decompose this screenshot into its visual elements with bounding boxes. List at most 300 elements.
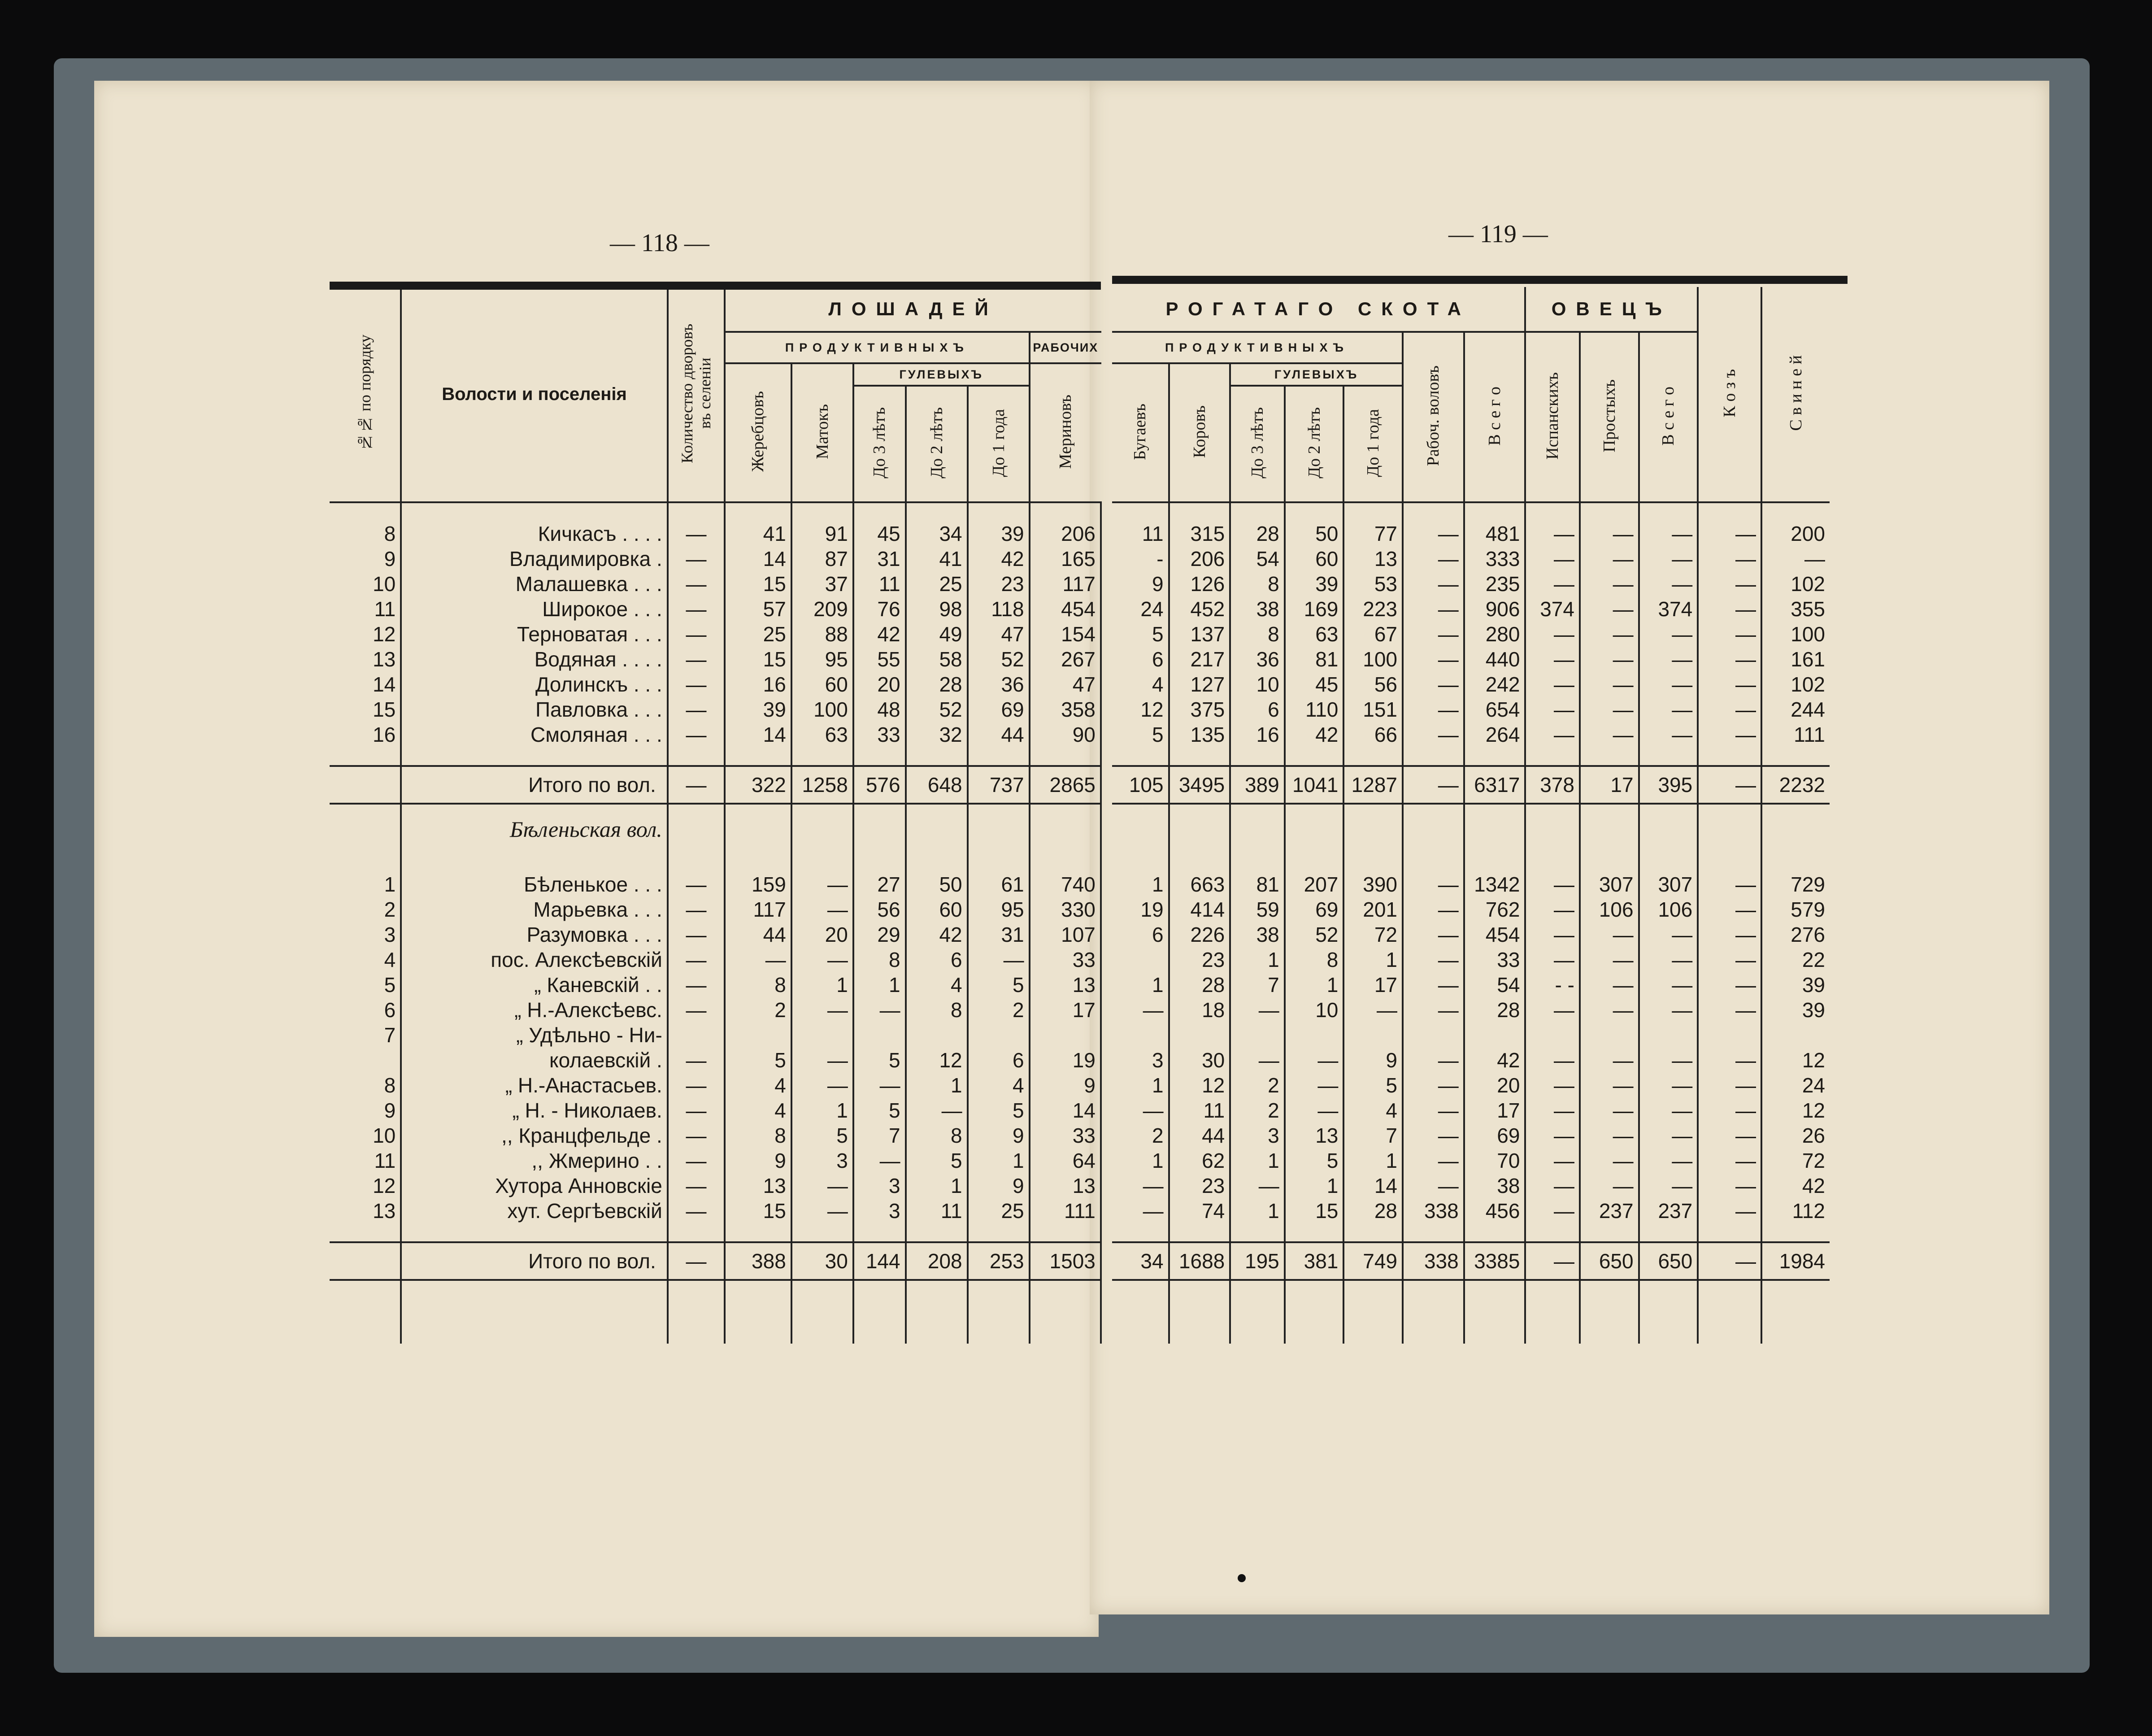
cell-d: 60 bbox=[1285, 546, 1344, 571]
cell-a: 4 bbox=[1152, 673, 1164, 696]
cell-a: 19 bbox=[1140, 898, 1164, 921]
row-value-c3: 5 bbox=[853, 1048, 906, 1073]
row-households: — bbox=[668, 596, 725, 622]
row-value-c6: 64 bbox=[1030, 1148, 1101, 1173]
row-value-c6: 165 bbox=[1030, 546, 1101, 571]
cell-j: — bbox=[1639, 546, 1698, 571]
cell-a: 1 bbox=[1152, 973, 1164, 996]
row-value-c4: 1 bbox=[906, 1173, 968, 1198]
row-name: Владимировка . bbox=[401, 546, 668, 571]
cell-i: — bbox=[1580, 622, 1639, 647]
cell-k: — bbox=[1698, 521, 1761, 546]
row-value-c1: 8 bbox=[725, 1123, 791, 1148]
table-row bbox=[1112, 722, 1830, 747]
row-name: ,, Кранцфельде . bbox=[401, 1123, 668, 1148]
row-households: — bbox=[668, 1198, 725, 1223]
cell-d: 10 bbox=[1285, 997, 1344, 1022]
cell-e bbox=[1343, 1022, 1403, 1048]
row-value-c3: 29 bbox=[853, 922, 906, 947]
cell-f: — bbox=[1403, 697, 1464, 722]
cell-a: 6 bbox=[1152, 923, 1164, 946]
row-name: „ Каневскій . . bbox=[401, 972, 668, 997]
header-productive-cattle: ПРОДУКТИВНЫХЪ bbox=[1165, 340, 1349, 354]
row-value-c2: 1 bbox=[791, 972, 853, 997]
cell-g: 242 bbox=[1464, 672, 1526, 697]
table-row bbox=[1112, 1173, 1830, 1198]
row-number: 8 bbox=[384, 1074, 396, 1097]
cell-a: — bbox=[1143, 1099, 1164, 1122]
cell-d: — bbox=[1285, 1048, 1344, 1073]
cell-l: 39 bbox=[1761, 972, 1830, 997]
table-row bbox=[1112, 922, 1830, 947]
cell-f: — bbox=[1403, 546, 1464, 571]
row-name: пос. Алексѣевскій bbox=[401, 947, 668, 972]
cell-k: — bbox=[1698, 622, 1761, 647]
cell-j: 374 bbox=[1639, 596, 1698, 622]
row-name: Широкое . . . bbox=[401, 596, 668, 622]
cell-k: — bbox=[1698, 1148, 1761, 1173]
cell-d: 13 bbox=[1285, 1123, 1344, 1148]
header-simple: Простыхъ bbox=[1600, 379, 1619, 452]
table-row bbox=[1112, 647, 1830, 672]
row-households: — bbox=[668, 546, 725, 571]
cell-a: 6 bbox=[1152, 648, 1164, 671]
row-number: 3 bbox=[384, 923, 396, 946]
row-value-c1: 57 bbox=[725, 596, 791, 622]
header-horses: ЛОШАДЕЙ bbox=[828, 298, 998, 319]
header-to2: До 2 лѣтъ bbox=[927, 407, 946, 479]
table-row bbox=[330, 722, 1101, 747]
cell-g: 42 bbox=[1464, 1048, 1526, 1073]
row-value-c3: 8 bbox=[853, 947, 906, 972]
cell-i: — bbox=[1580, 1123, 1639, 1148]
cell-k: — bbox=[1698, 647, 1761, 672]
cell-h: — bbox=[1525, 1242, 1580, 1280]
cell-h: 378 bbox=[1525, 766, 1580, 804]
cell-a: 5 bbox=[1152, 622, 1164, 646]
row-value-c5: 95 bbox=[968, 897, 1030, 922]
total-value-c6: 1503 bbox=[1030, 1242, 1101, 1280]
cell-e: 100 bbox=[1343, 647, 1403, 672]
row-number bbox=[330, 1048, 401, 1073]
cell-j: — bbox=[1639, 922, 1698, 947]
row-value-c2: — bbox=[791, 1073, 853, 1098]
row-value-c5: 36 bbox=[968, 672, 1030, 697]
table-row bbox=[330, 897, 1101, 922]
row-value-c5: 9 bbox=[968, 1123, 1030, 1148]
row-value-c3: 7 bbox=[853, 1123, 906, 1148]
cell-h: — bbox=[1525, 1198, 1580, 1223]
row-value-c6: 33 bbox=[1030, 1123, 1101, 1148]
row-number: 12 bbox=[373, 622, 396, 646]
cell-f: — bbox=[1403, 1073, 1464, 1098]
row-value-c4: 25 bbox=[906, 571, 968, 596]
cell-d: 69 bbox=[1285, 897, 1344, 922]
cell-g bbox=[1464, 1022, 1526, 1048]
cell-a: 2 bbox=[1152, 1124, 1164, 1147]
table-row bbox=[330, 972, 1101, 997]
cell-i: — bbox=[1580, 697, 1639, 722]
cell-a: 12 bbox=[1140, 698, 1164, 721]
row-value-c4: 11 bbox=[906, 1198, 968, 1223]
row-value-c4: 12 bbox=[906, 1048, 968, 1073]
row-value-c3: — bbox=[853, 997, 906, 1022]
cell-c: 38 bbox=[1230, 596, 1285, 622]
table-row bbox=[1112, 622, 1830, 647]
cell-h: — bbox=[1525, 922, 1580, 947]
row-households: — bbox=[668, 571, 725, 596]
total-value-c2: 1258 bbox=[791, 766, 853, 804]
row-name: „ Н.-Алексѣевс. bbox=[401, 997, 668, 1022]
row-number: 1 bbox=[384, 873, 396, 896]
row-value-c4: 5 bbox=[906, 1148, 968, 1173]
row-value-c4: 98 bbox=[906, 596, 968, 622]
row-value-c6: 117 bbox=[1030, 571, 1101, 596]
cell-i: — bbox=[1580, 521, 1639, 546]
cell-b: 28 bbox=[1169, 972, 1230, 997]
row-name: Кичкасъ . . . . bbox=[401, 521, 668, 546]
row-value-c4: 4 bbox=[906, 972, 968, 997]
cell-i: — bbox=[1580, 546, 1639, 571]
cell-f: 338 bbox=[1403, 1242, 1464, 1280]
cell-e: 4 bbox=[1343, 1098, 1403, 1123]
cell-c: — bbox=[1230, 997, 1285, 1022]
cell-f: — bbox=[1403, 571, 1464, 596]
cell-l: 112 bbox=[1761, 1198, 1830, 1223]
row-value-c4: 60 bbox=[906, 897, 968, 922]
cell-h: — bbox=[1525, 1148, 1580, 1173]
cell-g: 6317 bbox=[1464, 766, 1526, 804]
cell-d: 39 bbox=[1285, 571, 1344, 596]
row-value-c2: 37 bbox=[791, 571, 853, 596]
header-gulevykh: ГУЛЕВЫХЪ bbox=[899, 367, 983, 381]
row-value-c6: 154 bbox=[1030, 622, 1101, 647]
cell-k: — bbox=[1698, 546, 1761, 571]
row-number: 2 bbox=[384, 898, 396, 921]
row-value-c3: — bbox=[853, 1073, 906, 1098]
row-value-c4: 52 bbox=[906, 697, 968, 722]
row-name: Малашевка . . . bbox=[401, 571, 668, 596]
cell-i: — bbox=[1580, 997, 1639, 1022]
row-value-c3: 45 bbox=[853, 521, 906, 546]
spacer-row bbox=[1112, 1280, 1830, 1344]
spacer-row bbox=[330, 1223, 1101, 1242]
row-value-c1: 15 bbox=[725, 1198, 791, 1223]
cell-c: 6 bbox=[1230, 697, 1285, 722]
row-value-c2: — bbox=[791, 947, 853, 972]
cell-c: 36 bbox=[1230, 647, 1285, 672]
cell-k: — bbox=[1698, 947, 1761, 972]
cell-b: 62 bbox=[1169, 1148, 1230, 1173]
cell-i: — bbox=[1580, 647, 1639, 672]
cell-d: 63 bbox=[1285, 622, 1344, 647]
cell-c: 1 bbox=[1230, 1148, 1285, 1173]
row-value-c5: 25 bbox=[968, 1198, 1030, 1223]
cell-c: 8 bbox=[1230, 622, 1285, 647]
row-value-c1: 8 bbox=[725, 972, 791, 997]
cell-i: 307 bbox=[1580, 872, 1639, 897]
cell-a: — bbox=[1143, 1174, 1164, 1197]
cell-c: 38 bbox=[1230, 922, 1285, 947]
cell-b: 663 bbox=[1169, 872, 1230, 897]
cell-g: 280 bbox=[1464, 622, 1526, 647]
row-value-c1: 117 bbox=[725, 897, 791, 922]
row-value-c5: — bbox=[968, 947, 1030, 972]
cell-i: — bbox=[1580, 672, 1639, 697]
cell-f: — bbox=[1403, 1098, 1464, 1123]
row-value-c2: 100 bbox=[791, 697, 853, 722]
cell-c: 3 bbox=[1230, 1123, 1285, 1148]
spacer-row bbox=[1112, 747, 1830, 766]
cell-l: 2232 bbox=[1761, 766, 1830, 804]
cell-c: 1 bbox=[1230, 1198, 1285, 1223]
cell-g: 20 bbox=[1464, 1073, 1526, 1098]
cell-f: — bbox=[1403, 1148, 1464, 1173]
cell-l: 102 bbox=[1761, 672, 1830, 697]
cell-g: 33 bbox=[1464, 947, 1526, 972]
row-value-c3: 20 bbox=[853, 672, 906, 697]
row-number: 13 bbox=[373, 1199, 396, 1223]
cell-j: — bbox=[1639, 672, 1698, 697]
table-row bbox=[330, 1073, 1101, 1098]
row-value-c3: 1 bbox=[853, 972, 906, 997]
row-households: — bbox=[668, 947, 725, 972]
cell-e: 28 bbox=[1343, 1198, 1403, 1223]
header-goats: К о з ъ bbox=[1720, 369, 1739, 418]
row-value-c1: 25 bbox=[725, 622, 791, 647]
row-value-c6: 330 bbox=[1030, 897, 1101, 922]
cell-k: — bbox=[1698, 997, 1761, 1022]
cell-a: - bbox=[1156, 547, 1164, 570]
cell-e: 72 bbox=[1343, 922, 1403, 947]
row-value-c6: 19 bbox=[1030, 1048, 1101, 1073]
cell-b: 74 bbox=[1169, 1198, 1230, 1223]
cell-i: — bbox=[1580, 571, 1639, 596]
table-row bbox=[330, 647, 1101, 672]
cell-i: — bbox=[1580, 1073, 1639, 1098]
cell-b: 23 bbox=[1169, 947, 1230, 972]
cell-e: 13 bbox=[1343, 546, 1403, 571]
cell-b: 30 bbox=[1169, 1048, 1230, 1073]
cell-j: 307 bbox=[1639, 872, 1698, 897]
cell-c: 16 bbox=[1230, 722, 1285, 747]
table-row bbox=[1112, 1098, 1830, 1123]
cell-f: — bbox=[1403, 922, 1464, 947]
cell-l bbox=[1761, 1022, 1830, 1048]
row-name: Бѣленькое . . . bbox=[401, 872, 668, 897]
row-value-c1: 13 bbox=[725, 1173, 791, 1198]
cell-i bbox=[1580, 1022, 1639, 1048]
row-value-c6: 33 bbox=[1030, 947, 1101, 972]
row-value-c2: 87 bbox=[791, 546, 853, 571]
cell-c: 195 bbox=[1230, 1242, 1285, 1280]
cell-l: 12 bbox=[1761, 1048, 1830, 1073]
row-value-c1: 39 bbox=[725, 697, 791, 722]
cell-h: — bbox=[1525, 697, 1580, 722]
row-value-c4: 6 bbox=[906, 947, 968, 972]
cell-c: 54 bbox=[1230, 546, 1285, 571]
row-value-c5: 2 bbox=[968, 997, 1030, 1022]
cell-d: 50 bbox=[1285, 521, 1344, 546]
table-row bbox=[330, 596, 1101, 622]
cell-g: 38 bbox=[1464, 1173, 1526, 1198]
cell-g: 454 bbox=[1464, 922, 1526, 947]
row-value-c2 bbox=[791, 1022, 853, 1048]
row-value-c1: 5 bbox=[725, 1048, 791, 1073]
cell-e: 390 bbox=[1343, 872, 1403, 897]
row-value-c4: 42 bbox=[906, 922, 968, 947]
header-name: Волости и поселенія bbox=[442, 384, 627, 404]
total-label: Итого по вол. bbox=[401, 1242, 668, 1280]
cell-e: 5 bbox=[1343, 1073, 1403, 1098]
row-value-c5: 6 bbox=[968, 1048, 1030, 1073]
row-value-c5: 47 bbox=[968, 622, 1030, 647]
cell-h: — bbox=[1525, 1098, 1580, 1123]
row-households: — bbox=[668, 1148, 725, 1173]
cell-h: — bbox=[1525, 897, 1580, 922]
table-row bbox=[1112, 997, 1830, 1022]
row-value-c1: 9 bbox=[725, 1148, 791, 1173]
row-number: 11 bbox=[374, 1149, 396, 1172]
cell-e: 1 bbox=[1343, 1148, 1403, 1173]
table-row bbox=[1112, 897, 1830, 922]
cell-a: 1 bbox=[1152, 1074, 1164, 1097]
row-value-c5: 23 bbox=[968, 571, 1030, 596]
cell-a: — bbox=[1143, 998, 1164, 1022]
row-value-c6: 206 bbox=[1030, 521, 1101, 546]
row-value-c3: 3 bbox=[853, 1198, 906, 1223]
cell-g: 762 bbox=[1464, 897, 1526, 922]
row-value-c6: 267 bbox=[1030, 647, 1101, 672]
cell-c: 28 bbox=[1230, 521, 1285, 546]
header-cattle-total: В с е г о bbox=[1485, 386, 1504, 446]
cell-k: — bbox=[1698, 1123, 1761, 1148]
cell-h: — bbox=[1525, 1123, 1580, 1148]
cell-j: — bbox=[1639, 1123, 1698, 1148]
table-row bbox=[330, 1148, 1101, 1173]
row-value-c1: 14 bbox=[725, 546, 791, 571]
row-value-c3: 5 bbox=[853, 1098, 906, 1123]
table-row bbox=[330, 1123, 1101, 1148]
cell-l: 24 bbox=[1761, 1073, 1830, 1098]
cell-l: 579 bbox=[1761, 897, 1830, 922]
cell-b: 414 bbox=[1169, 897, 1230, 922]
table-row bbox=[1112, 596, 1830, 622]
row-value-c1: 14 bbox=[725, 722, 791, 747]
cell-j: — bbox=[1639, 521, 1698, 546]
cell-d bbox=[1285, 1022, 1344, 1048]
cell-j: — bbox=[1639, 972, 1698, 997]
row-number: 13 bbox=[373, 648, 396, 671]
cell-k: — bbox=[1698, 1242, 1761, 1280]
cell-c: 2 bbox=[1230, 1073, 1285, 1098]
row-number: 16 bbox=[373, 723, 396, 746]
row-value-c1: 41 bbox=[725, 521, 791, 546]
table-row bbox=[330, 546, 1101, 571]
row-value-c5 bbox=[968, 1022, 1030, 1048]
cell-l: 244 bbox=[1761, 697, 1830, 722]
row-value-c4: — bbox=[906, 1098, 968, 1123]
total-households: — bbox=[668, 1242, 725, 1280]
row-households: — bbox=[668, 722, 725, 747]
cell-f: — bbox=[1403, 722, 1464, 747]
cell-f: — bbox=[1403, 1173, 1464, 1198]
header-cows: Коровъ bbox=[1190, 405, 1209, 458]
row-value-c1: 15 bbox=[725, 647, 791, 672]
cell-g: 906 bbox=[1464, 596, 1526, 622]
cell-b: 137 bbox=[1169, 622, 1230, 647]
cell-k: — bbox=[1698, 922, 1761, 947]
cell-b: 11 bbox=[1169, 1098, 1230, 1123]
cell-d: 1 bbox=[1285, 1173, 1344, 1198]
cell-l: 355 bbox=[1761, 596, 1830, 622]
row-number: 7 bbox=[384, 1023, 396, 1047]
cell-h: — bbox=[1525, 997, 1580, 1022]
cell-i: 650 bbox=[1580, 1242, 1639, 1280]
cell-f: — bbox=[1403, 897, 1464, 922]
row-value-c1: 4 bbox=[725, 1073, 791, 1098]
cell-d: 381 bbox=[1285, 1242, 1344, 1280]
page-number-left: — 118 — bbox=[610, 229, 709, 257]
row-value-c5: 52 bbox=[968, 647, 1030, 672]
row-value-c5: 61 bbox=[968, 872, 1030, 897]
total-value-c4: 208 bbox=[906, 1242, 968, 1280]
cell-f: — bbox=[1403, 622, 1464, 647]
total-value-c5: 737 bbox=[968, 766, 1030, 804]
row-value-c2: — bbox=[791, 1198, 853, 1223]
row-value-c6: 47 bbox=[1030, 672, 1101, 697]
cell-k: — bbox=[1698, 897, 1761, 922]
cell-a bbox=[1112, 947, 1169, 972]
row-value-c4: 49 bbox=[906, 622, 968, 647]
row-value-c4: 1 bbox=[906, 1073, 968, 1098]
cell-d: 1 bbox=[1285, 972, 1344, 997]
cell-e: 56 bbox=[1343, 672, 1403, 697]
cell-g: 3385 bbox=[1464, 1242, 1526, 1280]
table-row bbox=[330, 1173, 1101, 1198]
cell-g: 264 bbox=[1464, 722, 1526, 747]
row-value-c2: — bbox=[791, 1048, 853, 1073]
cell-f: — bbox=[1403, 766, 1464, 804]
right-table bbox=[1112, 287, 1830, 1344]
spacer-row bbox=[1112, 502, 1830, 521]
cell-d: 207 bbox=[1285, 872, 1344, 897]
total-value-c5: 253 bbox=[968, 1242, 1030, 1280]
row-households: — bbox=[668, 1123, 725, 1148]
cell-g: 70 bbox=[1464, 1148, 1526, 1173]
cell-e: 7 bbox=[1343, 1123, 1403, 1148]
table-row bbox=[1112, 1073, 1830, 1098]
row-value-c2: — bbox=[791, 997, 853, 1022]
cell-e: 53 bbox=[1343, 571, 1403, 596]
row-households: — bbox=[668, 1048, 725, 1073]
row-value-c4: 41 bbox=[906, 546, 968, 571]
row-name: „ Удѣльно - Ни- bbox=[401, 1022, 668, 1048]
row-households: — bbox=[668, 997, 725, 1022]
page-number-right: — 119 — bbox=[1448, 220, 1548, 248]
table-row bbox=[330, 1022, 1101, 1048]
total-households: — bbox=[668, 766, 725, 804]
row-value-c3 bbox=[853, 1022, 906, 1048]
cell-a: 1 bbox=[1152, 1149, 1164, 1172]
cell-j bbox=[1639, 1022, 1698, 1048]
row-name: „ Н.-Анастасьев. bbox=[401, 1073, 668, 1098]
cell-a: 34 bbox=[1112, 1242, 1169, 1280]
cell-l: 26 bbox=[1761, 1123, 1830, 1148]
row-value-c3: 55 bbox=[853, 647, 906, 672]
cell-b: 126 bbox=[1169, 571, 1230, 596]
row-value-c4: 32 bbox=[906, 722, 968, 747]
